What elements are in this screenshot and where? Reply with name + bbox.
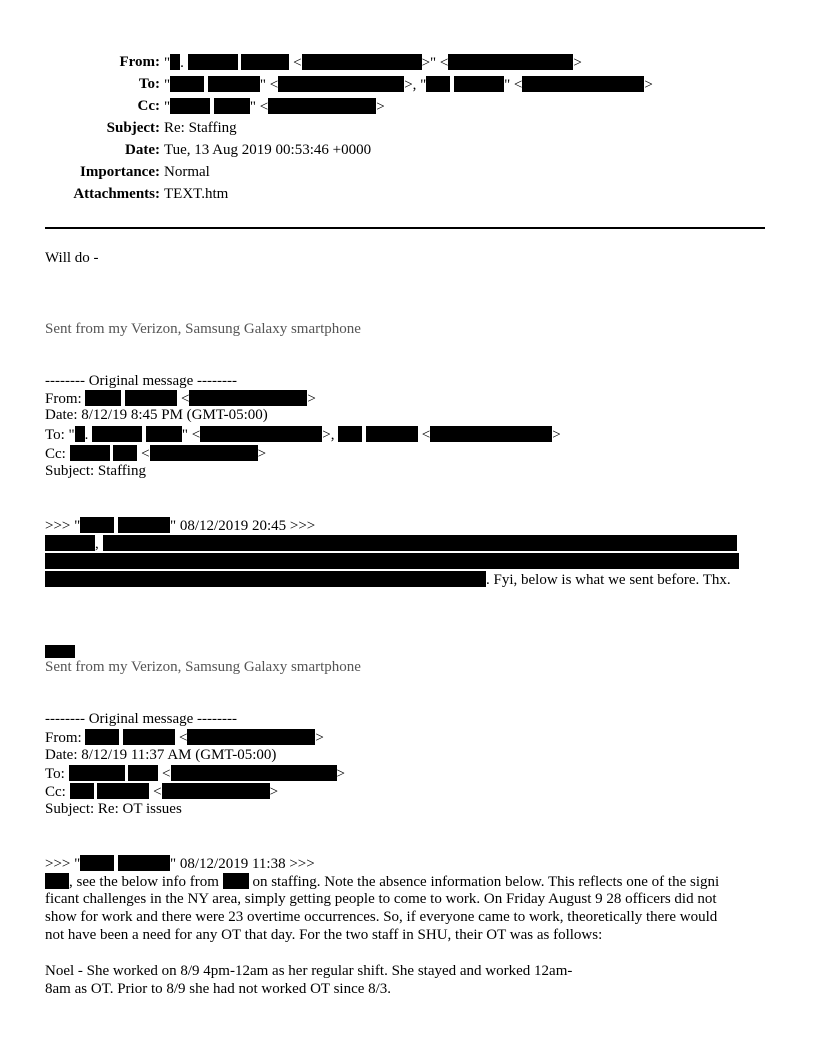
redaction — [366, 426, 418, 442]
cc-label: Cc: — [137, 98, 160, 114]
to-value: " " < >, " " < > — [164, 77, 653, 93]
redaction — [430, 426, 552, 442]
msg2-para2-line1: Noel - She worked on 8/9 4pm-12am as her regular shift. She stayed and worked 12am- — [45, 963, 573, 979]
quote-prefix: >>> " — [45, 518, 81, 534]
msg1-redacted-line2 — [45, 553, 739, 571]
date-label: Date: — [125, 142, 160, 158]
msg2-date: Date: 8/12/19 11:37 AM (GMT-05:00) — [45, 747, 277, 763]
msg2-quote-header — [45, 855, 315, 873]
attachments-label: Attachments: — [73, 186, 160, 202]
date-value: Tue, 13 Aug 2019 00:53:46 +0000 — [164, 142, 372, 158]
msg2-to-label: To: — [45, 766, 65, 782]
importance-label: Importance: — [80, 164, 160, 180]
redaction — [146, 426, 182, 442]
redaction — [278, 76, 404, 92]
quote-suffix: " 08/12/2019 11:38 >>> — [170, 856, 315, 872]
redaction — [208, 76, 260, 92]
redaction — [189, 390, 307, 406]
msg2-para1-line4: not have been a need for any OT that day. For the two staff in SHU, their OT was as follows: — [45, 927, 603, 943]
msg1-cc: Cc: < > — [45, 446, 267, 462]
msg2-from: From: < > — [45, 730, 324, 746]
redaction — [214, 98, 250, 114]
header-divider — [45, 227, 765, 229]
redaction — [200, 426, 322, 442]
redaction — [45, 535, 95, 551]
redaction — [85, 729, 119, 745]
redaction — [338, 426, 362, 442]
msg2-para2-line2: 8am as OT. Prior to 8/9 she had not worked OT since 8/3. — [45, 981, 392, 997]
redaction — [113, 445, 137, 461]
msg1-signature: Sent from my Verizon, Samsung Galaxy smartphone — [45, 659, 361, 675]
reply-signature: Sent from my Verizon, Samsung Galaxy smartphone — [45, 321, 361, 337]
redaction — [448, 54, 573, 70]
reply-text: Will do - — [45, 250, 99, 266]
redaction — [170, 54, 180, 70]
redaction — [426, 76, 450, 92]
quote-prefix: >>> " — [45, 856, 81, 872]
redaction — [85, 390, 121, 406]
msg2-para1-line2: ficant challenges in the NY area, simply getting people to come to work. On Friday August 9 28 officers did not — [45, 891, 717, 907]
redaction — [171, 765, 337, 781]
redaction — [268, 98, 376, 114]
importance-value: Normal — [164, 164, 210, 180]
redaction — [70, 445, 110, 461]
redaction — [454, 76, 504, 92]
redaction — [92, 426, 142, 442]
msg2-para1-line1 — [45, 873, 719, 891]
redaction — [223, 873, 249, 889]
msg1-quote-header — [45, 517, 315, 535]
redaction — [45, 553, 739, 569]
redaction — [103, 535, 737, 551]
msg2-para1-line3: show for work and there were 23 overtime occurrences. So, if everyone came to work, theoretically there would — [45, 909, 718, 925]
redaction — [80, 855, 114, 871]
msg1-sender-redaction — [45, 643, 75, 660]
redaction — [170, 76, 204, 92]
redaction — [75, 426, 85, 442]
to-label: To: — [138, 76, 160, 92]
msg2-p1-a: , see the below info from — [69, 874, 223, 890]
msg2-p1-b: on staffing. Note the absence information below. This reflects one of the signi — [248, 874, 720, 890]
from-value: " . < >" < > — [164, 55, 582, 71]
redaction — [45, 873, 69, 889]
msg1-subject: Subject: Staffing — [45, 463, 146, 479]
msg1-divider: -------- Original message -------- — [45, 373, 237, 389]
msg1-from-label: From: — [45, 391, 82, 407]
msg1-cc-label: Cc: — [45, 446, 66, 462]
msg2-divider: -------- Original message -------- — [45, 711, 237, 727]
redaction — [118, 517, 170, 533]
redaction — [302, 54, 422, 70]
msg2-cc-label: Cc: — [45, 784, 66, 800]
msg1-to: To: " . " < >, < > — [45, 427, 561, 443]
redaction — [45, 571, 486, 587]
redaction — [45, 645, 75, 658]
cc-value: " " < > — [164, 99, 385, 115]
msg1-redacted-line1: , — [45, 535, 737, 553]
redaction — [170, 98, 210, 114]
redaction — [80, 517, 114, 533]
from-label: From: — [119, 54, 160, 70]
redaction — [241, 54, 289, 70]
redaction — [128, 765, 158, 781]
subject-value: Re: Staffing — [164, 120, 237, 136]
msg1-date: Date: 8/12/19 8:45 PM (GMT-05:00) — [45, 407, 268, 423]
redaction — [522, 76, 644, 92]
msg2-subject: Subject: Re: OT issues — [45, 801, 182, 817]
subject-label: Subject: — [106, 120, 160, 136]
redaction — [162, 783, 270, 799]
msg1-from: From: < > — [45, 391, 316, 407]
redaction — [69, 765, 125, 781]
redaction — [150, 445, 258, 461]
redaction — [70, 783, 94, 799]
redaction — [97, 783, 149, 799]
msg1-to-label: To: — [45, 427, 65, 443]
redaction — [188, 54, 238, 70]
msg2-to: To: < > — [45, 766, 345, 782]
redaction — [118, 855, 170, 871]
attachments-value: TEXT.htm — [164, 186, 229, 202]
msg1-tail-text: . Fyi, below is what we sent before. Thx. — [486, 572, 731, 588]
quote-suffix: " 08/12/2019 20:45 >>> — [170, 518, 316, 534]
msg1-redacted-line3 — [45, 571, 731, 589]
msg2-cc: Cc: < > — [45, 784, 279, 800]
redaction — [123, 729, 175, 745]
redaction — [187, 729, 315, 745]
msg2-from-label: From: — [45, 730, 82, 746]
redaction — [125, 390, 177, 406]
